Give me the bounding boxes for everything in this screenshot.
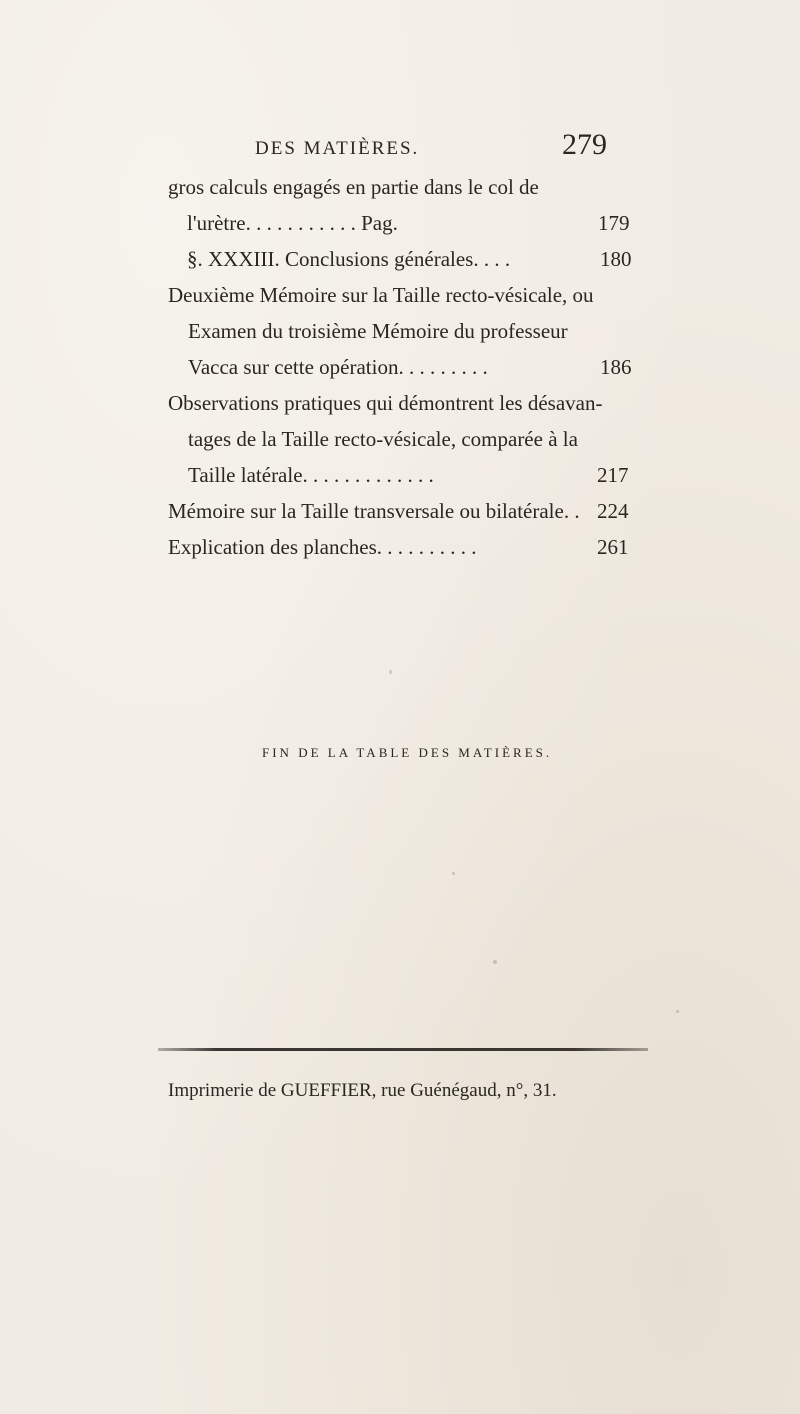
toc-entry-page: 261 bbox=[597, 535, 629, 559]
toc-entry-line: Deuxième Mémoire sur la Taille recto-vésicale, ou bbox=[168, 283, 594, 307]
printer-rule-divider bbox=[158, 1048, 648, 1051]
toc-entry-line: Explication des planches. . . . . . . . . . bbox=[168, 535, 477, 559]
running-head: DES MATIÈRES. bbox=[255, 138, 420, 159]
toc-entry-line: tages de la Taille recto-vésicale, comparée à la bbox=[188, 427, 578, 451]
toc-entry-page: 186 bbox=[600, 355, 632, 379]
toc-entry-line: Observations pratiques qui démontrent les désavan- bbox=[168, 391, 603, 415]
toc-entry-line: Examen du troisième Mémoire du professeur bbox=[188, 319, 568, 343]
paper-speck bbox=[676, 1010, 679, 1013]
toc-entry-line: Taille latérale. . . . . . . . . . . . . bbox=[188, 463, 434, 487]
toc-entry-line: §. XXXIII. Conclusions générales. . . . bbox=[187, 247, 511, 271]
toc-entry-page: 179 bbox=[598, 211, 630, 235]
paper-speck bbox=[452, 872, 455, 875]
toc-entry-page: 180 bbox=[600, 247, 632, 271]
toc-entry-page: 224 bbox=[597, 499, 629, 523]
toc-entry-line: l'urètre. . . . . . . . . . . Pag. bbox=[187, 211, 398, 235]
page-number: 279 bbox=[562, 128, 607, 161]
paper-speck bbox=[389, 670, 392, 674]
printer-imprint: Imprimerie de GUEFFIER, rue Guénégaud, n°, 31. bbox=[168, 1080, 557, 1101]
toc-entry-line: Mémoire sur la Taille transversale ou bilatérale. . bbox=[168, 499, 580, 523]
toc-entry-line: Vacca sur cette opération. . . . . . . . . bbox=[188, 355, 488, 379]
end-of-table-heading: FIN DE LA TABLE DES MATIÈRES. bbox=[262, 745, 553, 760]
toc-entry-page: 217 bbox=[597, 463, 629, 487]
paper-speck bbox=[493, 960, 497, 964]
toc-entry-line: gros calculs engagés en partie dans le col de bbox=[168, 175, 539, 199]
